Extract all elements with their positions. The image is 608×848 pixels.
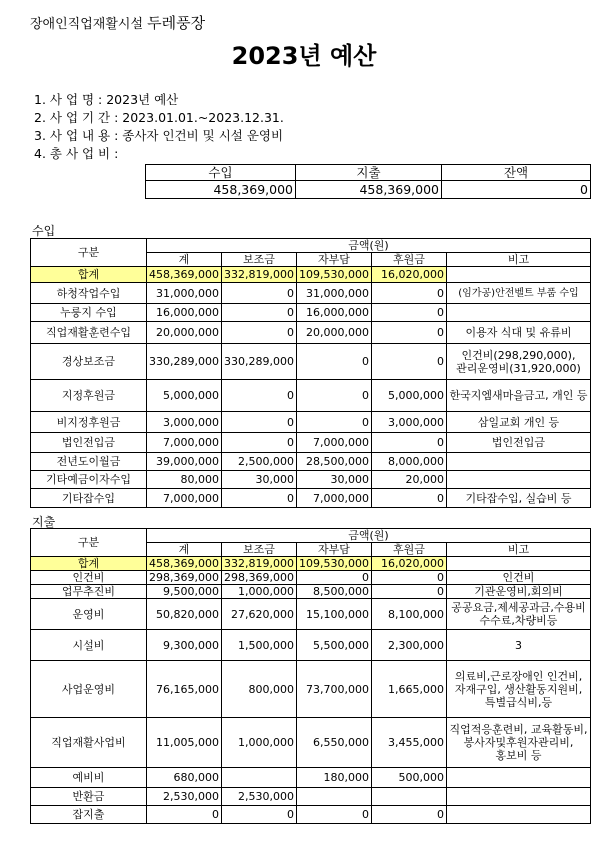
cell-note: 의료비,근로장애인 인건비,자재구입, 생산활동지원비, 특별급식비,등 <box>447 661 591 718</box>
expense-section-label: 지출 <box>32 515 56 529</box>
row-label: 전년도이월금 <box>31 453 147 471</box>
cell-subsidy: 2,500,000 <box>222 453 297 471</box>
table-row <box>31 788 591 806</box>
cell-note: 인건비(298,290,000), 관리운영비(31,920,000) <box>447 344 591 380</box>
cell-subsidy: 0 <box>222 412 297 433</box>
row-label: 법인전입금 <box>31 433 147 453</box>
summary-value-balance: 0 <box>442 181 591 199</box>
income-col-donation: 후원금 <box>372 253 447 267</box>
cell-self: 31,000,000 <box>297 283 372 304</box>
expense-col-group-header: 구분 <box>31 529 147 557</box>
cell-note: 이용자 식대 및 유류비 <box>447 322 591 344</box>
income-col-total: 계 <box>147 253 222 267</box>
cell-self: 0 <box>297 412 372 433</box>
cell-donation: 0 <box>372 585 447 599</box>
cell-subsidy: 2,530,000 <box>222 788 297 806</box>
cell-donation: 0 <box>372 283 447 304</box>
cell-note <box>447 471 591 489</box>
expense-col-donation: 후원금 <box>372 543 447 557</box>
cell-total: 9,300,000 <box>147 630 222 661</box>
info-line-content: 3. 사 업 내 용 : 종사자 인건비 및 시설 운영비 <box>34 128 284 143</box>
table-row <box>31 768 591 788</box>
income-col-subsidy: 보조금 <box>222 253 297 267</box>
info-line-project-name: 1. 사 업 명 : 2023년 예산 <box>34 92 179 107</box>
page-title: 2023년 예산 <box>231 42 377 70</box>
table-row <box>31 661 591 718</box>
cell-subsidy: 298,369,000 <box>222 571 297 585</box>
cell-note <box>447 304 591 322</box>
expense-amount-header: 금액(원) <box>147 529 591 543</box>
expense-table <box>30 528 591 824</box>
cell-self: 30,000 <box>297 471 372 489</box>
cell-subsidy: 0 <box>222 433 297 453</box>
cell-subsidy: 0 <box>222 283 297 304</box>
row-label: 잡지출 <box>31 806 147 824</box>
cell-subsidy: 0 <box>222 322 297 344</box>
row-label: 합계 <box>31 267 147 283</box>
cell-self: 16,000,000 <box>297 304 372 322</box>
table-row <box>31 718 591 768</box>
income-col-group-header: 구분 <box>31 239 147 267</box>
cell-note: 직업적응훈련비, 교육활동비,봉사자및후원자관리비, 홍보비 등 <box>447 718 591 768</box>
cell-donation: 0 <box>372 571 447 585</box>
row-label: 시설비 <box>31 630 147 661</box>
cell-donation <box>372 788 447 806</box>
cell-donation: 0 <box>372 433 447 453</box>
cell-donation: 16,020,000 <box>372 267 447 283</box>
row-label: 반환금 <box>31 788 147 806</box>
cell-total: 39,000,000 <box>147 453 222 471</box>
info-line-period: 2. 사 업 기 간 : 2023.01.01.~2023.12.31. <box>34 110 284 125</box>
cell-note: 기타잡수입, 실습비 등 <box>447 489 591 508</box>
table-row <box>31 453 591 471</box>
table-row <box>31 433 591 453</box>
cell-total: 680,000 <box>147 768 222 788</box>
table-row <box>31 380 591 412</box>
cell-subsidy: 330,289,000 <box>222 344 297 380</box>
summary-table <box>145 164 591 199</box>
cell-self: 0 <box>297 380 372 412</box>
cell-subsidy: 1,000,000 <box>222 718 297 768</box>
cell-subsidy: 0 <box>222 380 297 412</box>
cell-note <box>447 267 591 283</box>
cell-donation: 0 <box>372 344 447 380</box>
row-label: 직업재활훈련수입 <box>31 322 147 344</box>
expense-col-self: 자부담 <box>297 543 372 557</box>
cell-donation: 3,000,000 <box>372 412 447 433</box>
cell-subsidy <box>222 768 297 788</box>
row-label: 예비비 <box>31 768 147 788</box>
cell-donation: 8,100,000 <box>372 599 447 630</box>
cell-total: 3,000,000 <box>147 412 222 433</box>
cell-total: 76,165,000 <box>147 661 222 718</box>
cell-total: 458,369,000 <box>147 267 222 283</box>
cell-total: 9,500,000 <box>147 585 222 599</box>
table-row <box>31 344 591 380</box>
org-name: 두레풍장 <box>147 14 206 32</box>
cell-subsidy: 27,620,000 <box>222 599 297 630</box>
row-label: 업무추진비 <box>31 585 147 599</box>
income-col-self: 자부담 <box>297 253 372 267</box>
cell-donation: 1,665,000 <box>372 661 447 718</box>
cell-donation: 2,300,000 <box>372 630 447 661</box>
cell-self: 180,000 <box>297 768 372 788</box>
cell-subsidy: 0 <box>222 489 297 508</box>
cell-subsidy: 30,000 <box>222 471 297 489</box>
table-row <box>31 489 591 508</box>
row-label: 기타잡수입 <box>31 489 147 508</box>
cell-total: 7,000,000 <box>147 433 222 453</box>
table-row <box>31 412 591 433</box>
cell-total: 11,005,000 <box>147 718 222 768</box>
summary-header-income: 수입 <box>146 165 296 181</box>
cell-donation: 8,000,000 <box>372 453 447 471</box>
row-label: 직업재활사업비 <box>31 718 147 768</box>
cell-note <box>447 453 591 471</box>
organization-name <box>30 12 205 33</box>
table-row <box>31 322 591 344</box>
cell-note <box>447 768 591 788</box>
summary-header-expense: 지출 <box>296 165 442 181</box>
cell-total: 20,000,000 <box>147 322 222 344</box>
cell-total: 5,000,000 <box>147 380 222 412</box>
table-row <box>31 283 591 304</box>
cell-subsidy: 1,500,000 <box>222 630 297 661</box>
cell-note: 삼일교회 개인 등 <box>447 412 591 433</box>
cell-donation: 0 <box>372 806 447 824</box>
cell-total: 458,369,000 <box>147 557 222 571</box>
cell-self: 109,530,000 <box>297 267 372 283</box>
expense-col-total: 계 <box>147 543 222 557</box>
income-section-label: 수입 <box>32 224 56 238</box>
table-row <box>31 571 591 585</box>
cell-total: 2,530,000 <box>147 788 222 806</box>
row-label: 경상보조금 <box>31 344 147 380</box>
row-label: 하청작업수입 <box>31 283 147 304</box>
cell-self: 5,500,000 <box>297 630 372 661</box>
cell-total: 31,000,000 <box>147 283 222 304</box>
summary-value-expense: 458,369,000 <box>296 181 442 199</box>
cell-subsidy: 0 <box>222 304 297 322</box>
cell-total: 330,289,000 <box>147 344 222 380</box>
cell-total: 80,000 <box>147 471 222 489</box>
cell-note: 인건비 <box>447 571 591 585</box>
row-label: 비지정후원금 <box>31 412 147 433</box>
cell-note: 법인전입금 <box>447 433 591 453</box>
cell-note: 공공요금,제세공과금,수용비 수수료,차량비등 <box>447 599 591 630</box>
cell-note: 기관운영비,회의비 <box>447 585 591 599</box>
table-row <box>31 304 591 322</box>
expense-col-subsidy: 보조금 <box>222 543 297 557</box>
cell-total: 0 <box>147 806 222 824</box>
table-row <box>31 585 591 599</box>
table-row <box>31 806 591 824</box>
cell-self: 0 <box>297 806 372 824</box>
cell-note <box>447 806 591 824</box>
income-total-row <box>31 267 591 283</box>
cell-note: 3 <box>447 630 591 661</box>
income-table <box>30 238 591 508</box>
cell-self <box>297 788 372 806</box>
cell-note <box>447 788 591 806</box>
row-label: 인건비 <box>31 571 147 585</box>
income-amount-header: 금액(원) <box>147 239 591 253</box>
row-label: 합계 <box>31 557 147 571</box>
cell-self: 6,550,000 <box>297 718 372 768</box>
cell-subsidy: 332,819,000 <box>222 267 297 283</box>
cell-note: (임가공)안전벨트 부품 수입 <box>447 283 591 304</box>
cell-total: 298,369,000 <box>147 571 222 585</box>
summary-header-balance: 잔액 <box>442 165 591 181</box>
info-line-total: 4. 총 사 업 비 : <box>34 146 119 161</box>
table-row <box>31 471 591 489</box>
cell-donation: 0 <box>372 322 447 344</box>
cell-self: 73,700,000 <box>297 661 372 718</box>
row-label: 지정후원금 <box>31 380 147 412</box>
cell-self: 109,530,000 <box>297 557 372 571</box>
row-label: 기타예금이자수입 <box>31 471 147 489</box>
cell-self: 7,000,000 <box>297 433 372 453</box>
cell-self: 7,000,000 <box>297 489 372 508</box>
cell-donation: 5,000,000 <box>372 380 447 412</box>
cell-self: 15,100,000 <box>297 599 372 630</box>
income-col-note: 비고 <box>447 253 591 267</box>
cell-total: 16,000,000 <box>147 304 222 322</box>
cell-self: 0 <box>297 571 372 585</box>
expense-total-row <box>31 557 591 571</box>
cell-self: 20,000,000 <box>297 322 372 344</box>
summary-value-income: 458,369,000 <box>146 181 296 199</box>
cell-self: 0 <box>297 344 372 380</box>
cell-donation: 16,020,000 <box>372 557 447 571</box>
cell-total: 50,820,000 <box>147 599 222 630</box>
row-label: 사업운영비 <box>31 661 147 718</box>
cell-self: 28,500,000 <box>297 453 372 471</box>
cell-note: 한국지엠새마을금고, 개인 등 <box>447 380 591 412</box>
cell-subsidy: 0 <box>222 806 297 824</box>
cell-donation: 0 <box>372 489 447 508</box>
cell-subsidy: 800,000 <box>222 661 297 718</box>
cell-subsidy: 332,819,000 <box>222 557 297 571</box>
row-label: 운영비 <box>31 599 147 630</box>
cell-donation: 500,000 <box>372 768 447 788</box>
cell-donation: 0 <box>372 304 447 322</box>
cell-donation: 20,000 <box>372 471 447 489</box>
cell-note <box>447 557 591 571</box>
org-prefix: 장애인직업재활시설 <box>30 17 144 32</box>
row-label: 누룽지 수입 <box>31 304 147 322</box>
table-row <box>31 630 591 661</box>
cell-subsidy: 1,000,000 <box>222 585 297 599</box>
cell-total: 7,000,000 <box>147 489 222 508</box>
table-row <box>31 599 591 630</box>
expense-col-note: 비고 <box>447 543 591 557</box>
cell-self: 8,500,000 <box>297 585 372 599</box>
cell-donation: 3,455,000 <box>372 718 447 768</box>
